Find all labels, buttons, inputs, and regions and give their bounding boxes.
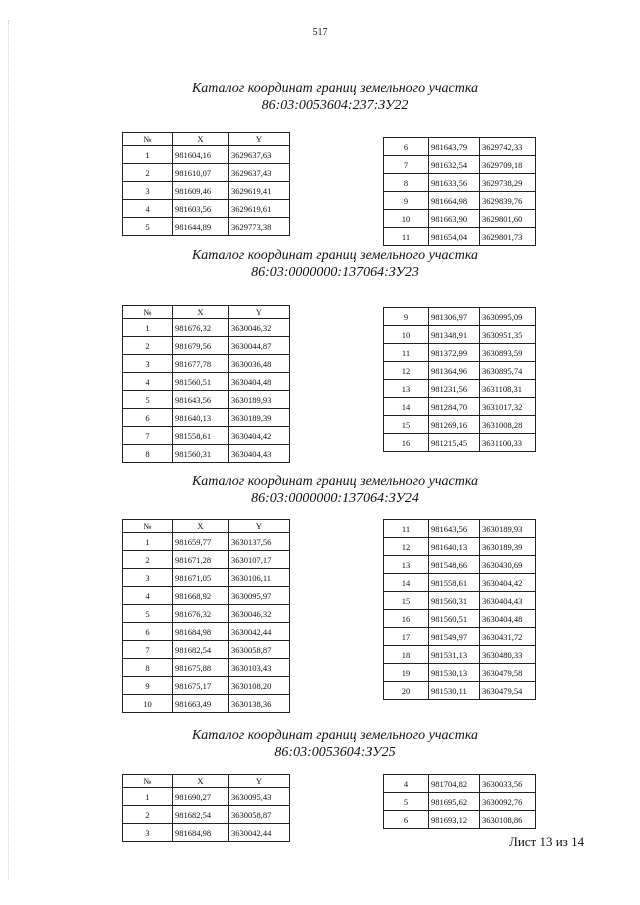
- coord-x: 981690,27: [173, 788, 229, 806]
- table-row: [123, 218, 290, 236]
- point-number: 7: [384, 156, 429, 174]
- point-number: 4: [384, 775, 429, 793]
- coord-y: 3630404,48: [480, 610, 536, 628]
- coord-y: 3630108,20: [229, 677, 290, 695]
- table-header-row: [123, 775, 290, 788]
- coord-x: 981364,96: [429, 362, 480, 380]
- point-number: 16: [384, 610, 429, 628]
- coord-y: 3630058,87: [229, 806, 290, 824]
- table-row: [123, 587, 290, 605]
- coord-y: 3630046,32: [229, 605, 290, 623]
- coord-x: 981231,56: [429, 380, 480, 398]
- coord-y: 3630951,35: [480, 326, 536, 344]
- point-number: 4: [123, 587, 173, 605]
- point-number: 8: [123, 659, 173, 677]
- table-row: [384, 811, 536, 829]
- table-row: [384, 538, 536, 556]
- table-row: [384, 416, 536, 434]
- table-row: [123, 373, 290, 391]
- coord-y: 3629742,33: [480, 138, 536, 156]
- table-row: [384, 775, 536, 793]
- coord-y: 3630108,86: [480, 811, 536, 829]
- coord-y: 3630058,87: [229, 641, 290, 659]
- coord-y: 3631108,31: [480, 380, 536, 398]
- table-row: [384, 138, 536, 156]
- point-number: 5: [384, 793, 429, 811]
- coord-y: 3630404,48: [229, 373, 290, 391]
- table-row: [384, 192, 536, 210]
- table-row: [384, 210, 536, 228]
- coord-x: 981675,88: [173, 659, 229, 677]
- coord-x: 981610,07: [173, 164, 229, 182]
- table-row: [384, 520, 536, 538]
- coord-y: 3629637,43: [229, 164, 290, 182]
- point-number: 1: [123, 788, 173, 806]
- coord-x: 981676,32: [173, 605, 229, 623]
- coord-x: 981560,51: [429, 610, 480, 628]
- coord-x: 981675,17: [173, 677, 229, 695]
- point-number: 6: [123, 409, 173, 427]
- coord-x: 981549,97: [429, 628, 480, 646]
- coord-y: 3630404,43: [480, 592, 536, 610]
- coord-x: 981530,13: [429, 664, 480, 682]
- coord-x: 981643,56: [173, 391, 229, 409]
- coord-y: 3630431,72: [480, 628, 536, 646]
- catalog-title-1: [0, 80, 640, 114]
- coord-x: 981693,12: [429, 811, 480, 829]
- coord-x: 981640,13: [429, 538, 480, 556]
- table-row: [123, 677, 290, 695]
- header-number: №: [123, 520, 173, 533]
- coord-y: 3630189,93: [229, 391, 290, 409]
- point-number: 10: [384, 326, 429, 344]
- header-number: №: [123, 775, 173, 788]
- point-number: 6: [123, 623, 173, 641]
- coord-x: 981284,70: [429, 398, 480, 416]
- table-row: [123, 391, 290, 409]
- coord-x: 981664,98: [429, 192, 480, 210]
- point-number: 7: [123, 641, 173, 659]
- table-row: [384, 362, 536, 380]
- point-number: 5: [123, 218, 173, 236]
- coord-y: 3630138,36: [229, 695, 290, 713]
- point-number: 5: [123, 391, 173, 409]
- catalog-parcel-id: 86:03:0053604:ЗУ25: [274, 745, 396, 760]
- coord-x: 981654,04: [429, 228, 480, 246]
- coord-y: 3630404,43: [229, 445, 290, 463]
- table-row: [123, 319, 290, 337]
- coord-y: 3629801,60: [480, 210, 536, 228]
- point-number: 4: [123, 200, 173, 218]
- point-number: 3: [123, 355, 173, 373]
- coord-x: 981676,32: [173, 319, 229, 337]
- catalog-title-3: [0, 473, 640, 507]
- table-row: [123, 409, 290, 427]
- coord-y: 3630893,59: [480, 344, 536, 362]
- coord-y: 3629637,63: [229, 146, 290, 164]
- point-number: 11: [384, 228, 429, 246]
- table-row: [384, 592, 536, 610]
- coord-x: 981668,92: [173, 587, 229, 605]
- coord-x: 981560,31: [173, 445, 229, 463]
- point-number: 15: [384, 416, 429, 434]
- coord-y: 3630995,09: [480, 308, 536, 326]
- table-row: [123, 146, 290, 164]
- coord-x: 981640,13: [173, 409, 229, 427]
- coord-table-zu24-left: [122, 519, 290, 713]
- coord-x: 981643,79: [429, 138, 480, 156]
- table-row: [123, 695, 290, 713]
- coord-y: 3630046,32: [229, 319, 290, 337]
- catalog-parcel-id: 86:03:0000000:137064:ЗУ24: [251, 491, 419, 506]
- coord-table-zu25-right: [383, 774, 536, 829]
- header-number: №: [123, 133, 173, 146]
- catalog-parcel-id: 86:03:0053604:237:ЗУ22: [261, 98, 409, 113]
- coord-y: 3630479,54: [480, 682, 536, 700]
- coord-x: 981659,77: [173, 533, 229, 551]
- coord-x: 981671,28: [173, 551, 229, 569]
- point-number: 5: [123, 605, 173, 623]
- table-row: [123, 824, 290, 842]
- point-number: 13: [384, 556, 429, 574]
- coord-y: 3630189,39: [229, 409, 290, 427]
- coord-table-zu22-left: [122, 132, 290, 236]
- coord-y: 3629709,18: [480, 156, 536, 174]
- coord-x: 981603,56: [173, 200, 229, 218]
- coord-table-zu23-left: [122, 305, 290, 463]
- point-number: 10: [123, 695, 173, 713]
- coord-x: 981269,16: [429, 416, 480, 434]
- coord-y: 3630044,87: [229, 337, 290, 355]
- coord-y: 3630895,74: [480, 362, 536, 380]
- table-row: [123, 623, 290, 641]
- coord-y: 3630103,43: [229, 659, 290, 677]
- table-row: [384, 398, 536, 416]
- coord-y: 3630095,97: [229, 587, 290, 605]
- coord-y: 3631017,32: [480, 398, 536, 416]
- coord-x: 981695,62: [429, 793, 480, 811]
- coord-y: 3630189,39: [480, 538, 536, 556]
- header-x: X: [173, 133, 229, 146]
- coord-x: 981609,46: [173, 182, 229, 200]
- table-row: [123, 806, 290, 824]
- point-number: 19: [384, 664, 429, 682]
- table-row: [123, 355, 290, 373]
- coord-y: 3630479,58: [480, 664, 536, 682]
- table-row: [384, 574, 536, 592]
- coord-x: 981558,61: [173, 427, 229, 445]
- header-y: Y: [229, 520, 290, 533]
- catalog-title-text: Каталог координат границ земельного участка: [191, 81, 479, 96]
- point-number: 11: [384, 344, 429, 362]
- point-number: 3: [123, 182, 173, 200]
- header-y: Y: [229, 775, 290, 788]
- coord-y: 3629839,76: [480, 192, 536, 210]
- point-number: 4: [123, 373, 173, 391]
- catalog-title-text: Каталог координат границ земельного участка: [191, 248, 479, 263]
- point-number: 9: [384, 192, 429, 210]
- table-row: [123, 200, 290, 218]
- coord-y: 3630137,56: [229, 533, 290, 551]
- coord-x: 981530,11: [429, 682, 480, 700]
- header-number: №: [123, 306, 173, 319]
- coord-y: 3630480,33: [480, 646, 536, 664]
- point-number: 2: [123, 551, 173, 569]
- coord-y: 3629619,61: [229, 200, 290, 218]
- coord-x: 981604,16: [173, 146, 229, 164]
- point-number: 6: [384, 138, 429, 156]
- coord-x: 981560,51: [173, 373, 229, 391]
- coord-y: 3630404,42: [229, 427, 290, 445]
- coord-x: 981558,61: [429, 574, 480, 592]
- table-row: [123, 164, 290, 182]
- table-header-row: [123, 306, 290, 319]
- catalog-title-text: Каталог координат границ земельного участка: [191, 728, 479, 743]
- coord-y: 3630036,48: [229, 355, 290, 373]
- coord-x: 981684,98: [173, 623, 229, 641]
- table-row: [123, 659, 290, 677]
- table-row: [123, 427, 290, 445]
- coord-x: 981682,54: [173, 641, 229, 659]
- point-number: 15: [384, 592, 429, 610]
- point-number: 18: [384, 646, 429, 664]
- coord-x: 981663,49: [173, 695, 229, 713]
- coord-y: 3630189,93: [480, 520, 536, 538]
- table-header-row: [123, 133, 290, 146]
- coord-x: 981643,56: [429, 520, 480, 538]
- point-number: 12: [384, 538, 429, 556]
- header-y: Y: [229, 133, 290, 146]
- table-row: [123, 551, 290, 569]
- point-number: 20: [384, 682, 429, 700]
- coord-y: 3630033,56: [480, 775, 536, 793]
- table-row: [123, 605, 290, 623]
- point-number: 6: [384, 811, 429, 829]
- point-number: 13: [384, 380, 429, 398]
- point-number: 9: [384, 308, 429, 326]
- coord-x: 981682,54: [173, 806, 229, 824]
- table-row: [384, 556, 536, 574]
- coord-y: 3631008,28: [480, 416, 536, 434]
- coord-x: 981348,91: [429, 326, 480, 344]
- coord-y: 3630042,44: [229, 623, 290, 641]
- point-number: 17: [384, 628, 429, 646]
- point-number: 10: [384, 210, 429, 228]
- header-y: Y: [229, 306, 290, 319]
- point-number: 1: [123, 319, 173, 337]
- point-number: 8: [123, 445, 173, 463]
- point-number: 1: [123, 533, 173, 551]
- point-number: 12: [384, 362, 429, 380]
- point-number: 3: [123, 824, 173, 842]
- table-row: [384, 308, 536, 326]
- table-row: [384, 380, 536, 398]
- coord-y: 3630106,11: [229, 569, 290, 587]
- coord-x: 981632,54: [429, 156, 480, 174]
- table-row: [384, 174, 536, 192]
- point-number: 16: [384, 434, 429, 452]
- coord-y: 3629619,41: [229, 182, 290, 200]
- point-number: 2: [123, 164, 173, 182]
- coord-x: 981644,89: [173, 218, 229, 236]
- coord-y: 3630107,17: [229, 551, 290, 569]
- table-row: [384, 628, 536, 646]
- point-number: 11: [384, 520, 429, 538]
- header-x: X: [173, 306, 229, 319]
- table-header-row: [123, 520, 290, 533]
- table-row: [384, 228, 536, 246]
- point-number: 9: [123, 677, 173, 695]
- coord-x: 981663,90: [429, 210, 480, 228]
- table-row: [384, 156, 536, 174]
- point-number: 2: [123, 337, 173, 355]
- coord-table-zu23-right: [383, 307, 536, 452]
- coord-x: 981372,99: [429, 344, 480, 362]
- catalog-title-4: [0, 727, 640, 761]
- table-row: [384, 344, 536, 362]
- table-row: [123, 182, 290, 200]
- coord-y: 3630095,43: [229, 788, 290, 806]
- table-row: [384, 434, 536, 452]
- coord-x: 981215,45: [429, 434, 480, 452]
- coord-x: 981633,56: [429, 174, 480, 192]
- table-row: [123, 445, 290, 463]
- table-row: [123, 641, 290, 659]
- coord-y: 3630404,42: [480, 574, 536, 592]
- sheet-counter: Лист 13 из 14: [509, 834, 585, 849]
- point-number: 14: [384, 398, 429, 416]
- coord-x: 981684,98: [173, 824, 229, 842]
- coord-y: 3630042,44: [229, 824, 290, 842]
- coord-x: 981548,66: [429, 556, 480, 574]
- coord-x: 981704,82: [429, 775, 480, 793]
- coord-table-zu24-right: [383, 519, 536, 700]
- coord-y: 3630430,69: [480, 556, 536, 574]
- table-row: [384, 682, 536, 700]
- coord-x: 981560,31: [429, 592, 480, 610]
- coord-x: 981306,97: [429, 308, 480, 326]
- catalog-parcel-id: 86:03:0000000:137064:ЗУ23: [251, 265, 419, 280]
- coord-y: 3629801,73: [480, 228, 536, 246]
- point-number: 1: [123, 146, 173, 164]
- coord-table-zu22-right: [383, 137, 536, 246]
- page-number: 517: [312, 27, 328, 38]
- coord-x: 981677,78: [173, 355, 229, 373]
- point-number: 2: [123, 806, 173, 824]
- coord-x: 981671,05: [173, 569, 229, 587]
- coord-y: 3629738,29: [480, 174, 536, 192]
- coord-table-zu25-left: [122, 774, 290, 842]
- coord-x: 981679,56: [173, 337, 229, 355]
- coord-y: 3631100,33: [480, 434, 536, 452]
- table-row: [384, 793, 536, 811]
- table-row: [384, 326, 536, 344]
- table-row: [384, 664, 536, 682]
- table-row: [384, 610, 536, 628]
- coord-y: 3629773,38: [229, 218, 290, 236]
- point-number: 3: [123, 569, 173, 587]
- table-row: [123, 569, 290, 587]
- table-row: [123, 533, 290, 551]
- point-number: 14: [384, 574, 429, 592]
- table-row: [384, 646, 536, 664]
- catalog-title-text: Каталог координат границ земельного участка: [191, 474, 479, 489]
- table-row: [123, 337, 290, 355]
- table-row: [123, 788, 290, 806]
- point-number: 7: [123, 427, 173, 445]
- header-x: X: [173, 775, 229, 788]
- point-number: 8: [384, 174, 429, 192]
- coord-x: 981531,13: [429, 646, 480, 664]
- catalog-title-2: [0, 247, 640, 281]
- coord-y: 3630092,76: [480, 793, 536, 811]
- header-x: X: [173, 520, 229, 533]
